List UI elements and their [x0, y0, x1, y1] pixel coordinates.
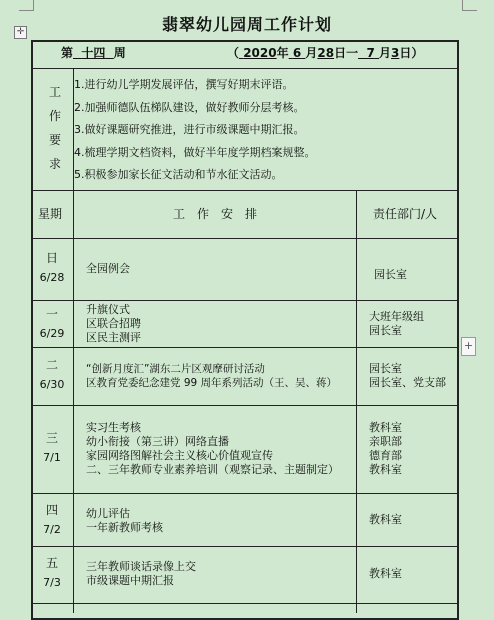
row-divider: [31, 603, 459, 604]
task-item: 幼儿评估: [86, 507, 130, 520]
task-item: 幼小衔接（第三讲）网络直播: [86, 435, 229, 448]
task-item: “创新月度汇”湖东二片区观摩研讨活动: [86, 363, 265, 375]
dept-list: [369, 310, 424, 338]
dept-item: 亲职部: [369, 435, 402, 448]
dept-item: 教科室: [369, 567, 402, 580]
row-divider: [31, 190, 459, 191]
task-list: [86, 262, 130, 276]
task-item: 实习生考核: [86, 421, 141, 434]
dept-item: 教科室: [369, 463, 402, 476]
dept-list: [369, 513, 402, 527]
requirement-item: 3.做好课题研究推进，进行市级课题中期汇报。: [74, 123, 305, 136]
margin-corner-mark: [19, 0, 34, 11]
task-item: 区民主测评: [86, 331, 141, 344]
day-cell: 二 6/30: [39, 358, 65, 391]
day-cell: 五 7/3: [43, 556, 61, 589]
requirement-item: 1.进行幼儿学期发展评估，撰写好期末评语。: [74, 78, 294, 91]
requirements-label: 工 作 要 求: [48, 85, 61, 171]
dept-list: [374, 268, 407, 282]
header-dept: 责任部门/人: [373, 207, 438, 221]
row-divider: [31, 300, 459, 301]
day-cell: 日 6/28: [39, 251, 65, 284]
margin-corner-mark: [462, 0, 477, 11]
requirement-item: 5.积极参加家长征文活动和节水征文活动。: [74, 168, 283, 181]
task-item: 全园例会: [86, 262, 130, 275]
task-list: [86, 362, 337, 390]
header-weekday: 星期: [38, 207, 63, 221]
task-item: 市级课题中期汇报: [86, 574, 174, 587]
week-number: 第 十四 周: [61, 46, 126, 60]
task-list: [86, 303, 141, 345]
dept-item: 园长室: [369, 362, 402, 375]
row-divider: [31, 405, 459, 406]
column-divider: [356, 190, 357, 613]
row-divider: [31, 347, 459, 348]
task-item: 三年教师谈话录像上交: [86, 560, 196, 573]
day-cell: 一 6/29: [39, 307, 65, 340]
dept-item: 园长室: [374, 268, 407, 281]
task-item: 区教育党委纪念建党 99 周年系列活动（王、吴、蒋）: [86, 377, 338, 389]
task-list: [86, 560, 196, 588]
requirement-item: 4.梳理学期文档资料，做好半年度学期档案规整。: [74, 145, 316, 159]
row-divider: [31, 546, 459, 547]
row-divider: [31, 238, 459, 239]
day-cell: 三 7/1: [43, 431, 61, 464]
task-list: [86, 507, 163, 535]
table-move-handle-icon[interactable]: ✛: [14, 26, 27, 39]
dept-item: 大班年级组: [369, 310, 424, 323]
dept-list: [369, 421, 402, 477]
add-row-icon[interactable]: +: [461, 337, 476, 356]
task-item: 一年新教师考核: [86, 521, 163, 534]
dept-item: 教科室: [369, 513, 402, 526]
task-list: [86, 421, 339, 477]
dept-item: 德育部: [369, 449, 402, 462]
row-divider: [31, 493, 459, 494]
day-cell: 四 7/2: [43, 503, 61, 536]
row-divider: [31, 68, 459, 69]
task-item: 二、三年教师专业素养培训（观察记录、主题制定）: [86, 463, 339, 476]
task-item: 区联合招聘: [86, 317, 141, 330]
task-item: 升旗仪式: [86, 303, 130, 316]
dept-item: 园长室: [369, 324, 402, 337]
header-tasks: 工 作 安 排: [173, 207, 258, 221]
requirement-item: 2.加强师德队伍梯队建设，做好教师分层考核。: [74, 100, 305, 114]
dept-list: [369, 567, 402, 581]
task-item: 家园网络图解社会主义核心价值观宣传: [86, 449, 273, 462]
dept-item: 教科室: [369, 421, 402, 434]
page-title: 翡翠幼儿园周工作计划: [161, 15, 332, 34]
dept-list: [369, 362, 446, 390]
dept-item: 园长室、党支部: [369, 376, 446, 389]
requirements-list: [74, 74, 316, 187]
week-date-range: （ 2020年 6 月28日一 7 月3日）: [227, 46, 424, 60]
